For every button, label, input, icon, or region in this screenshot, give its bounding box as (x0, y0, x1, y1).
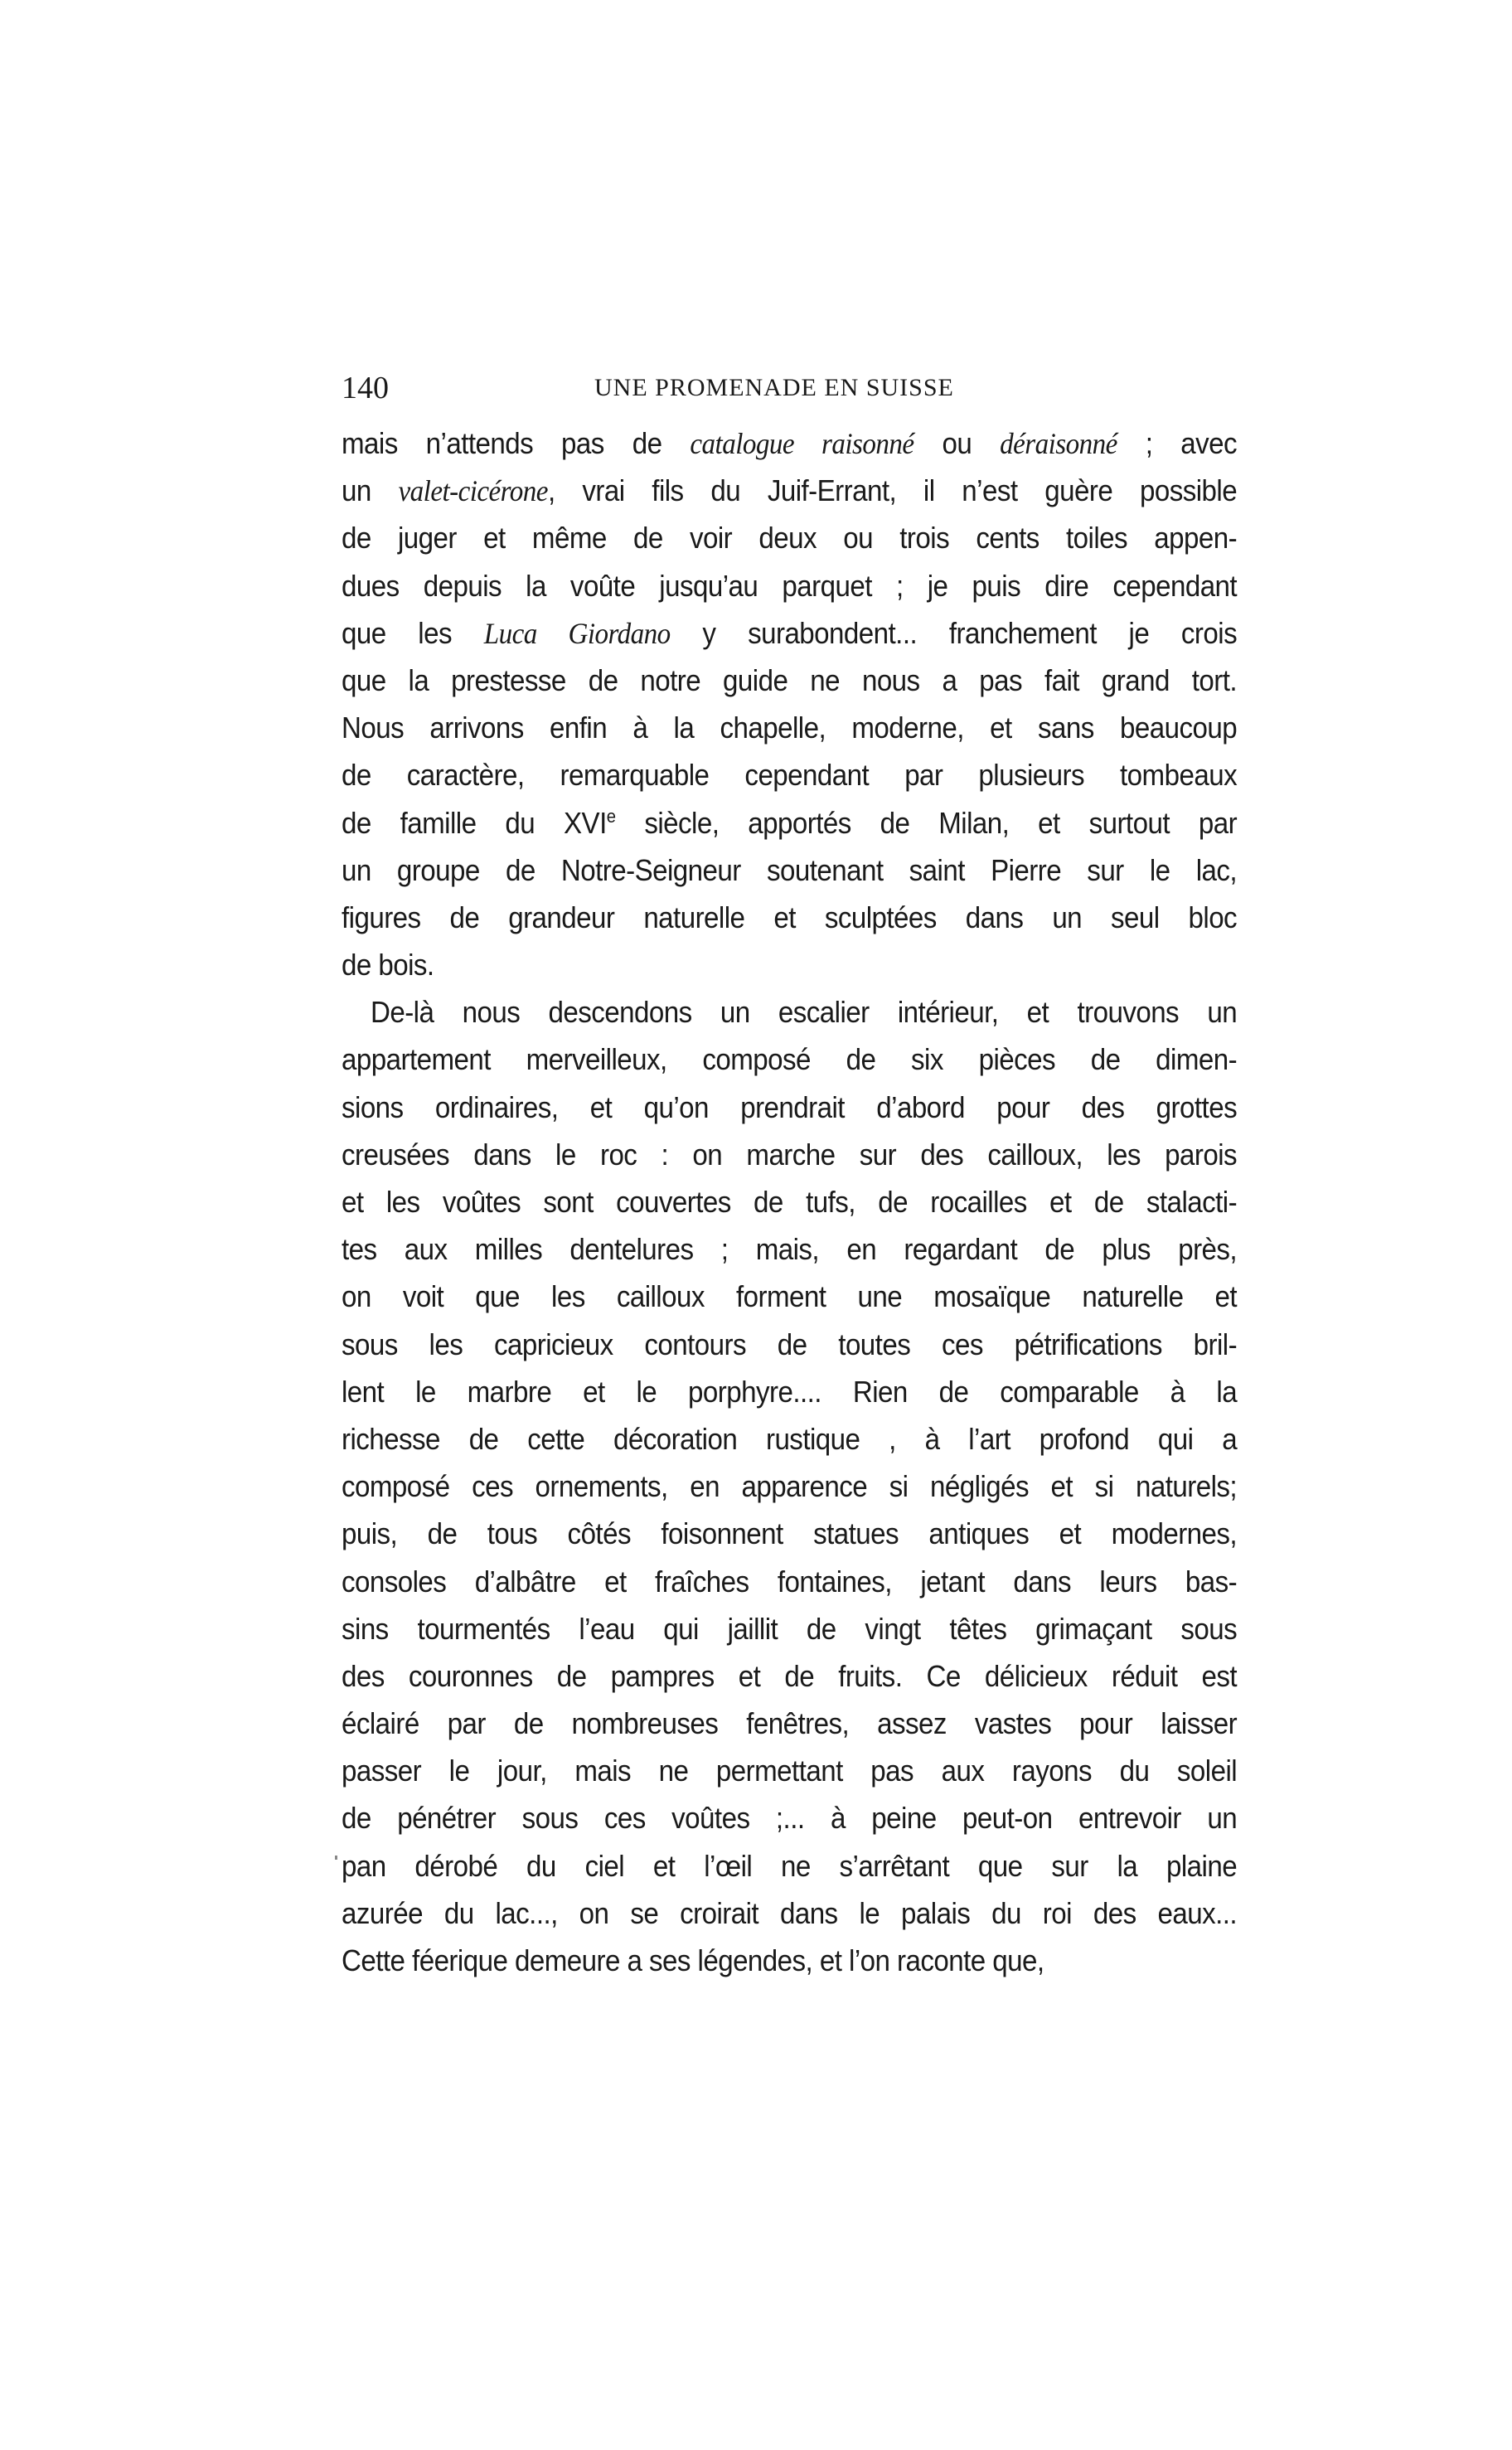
running-title: UNE PROMENADE EN SUISSE (594, 374, 954, 401)
text-run: mais n’attends pas de (342, 426, 691, 460)
text-run: dues depuis la voûte jusqu’au parquet ; je puis dire cependant (342, 568, 1238, 603)
page-number: 140 (342, 371, 389, 405)
text-line (342, 847, 1237, 894)
text-line (342, 657, 1237, 704)
text-run: sous les capricieux contours de toutes ces pétrifications bril- (342, 1327, 1238, 1361)
italic-text: valet-cicérone (398, 474, 548, 508)
text-line (342, 894, 1237, 941)
text-line (342, 1415, 1237, 1463)
text-line (342, 1036, 1237, 1083)
text-run: creusées dans le roc : on marche sur des cailloux, les parois (342, 1137, 1238, 1172)
text-line (342, 1652, 1237, 1700)
page-header (342, 363, 1237, 413)
text-line (342, 1700, 1237, 1747)
text-line (342, 467, 1237, 514)
text-run: puis, de tous côtés foisonnent statues antiques et modernes, (342, 1516, 1238, 1551)
text-run: sins tourmentés l’eau qui jaillit de vingt têtes grimaçant sous (342, 1611, 1238, 1646)
text-run: y surabondent... franchement je crois (670, 615, 1238, 650)
text-run: composé ces ornements, en apparence si négligés et si naturels; (342, 1469, 1238, 1504)
text-run: siècle, apportés de Milan, et surtout par (615, 805, 1238, 840)
text-line (342, 1321, 1237, 1368)
text-line (342, 1558, 1237, 1605)
text-run: Cette féerique demeure a ses légendes, et l’on raconte que, (342, 1943, 1044, 1977)
text-line (342, 609, 1237, 657)
text-line (342, 1368, 1237, 1415)
text-run: lent le marbre et le porphyre.... Rien de comparable à la (342, 1374, 1238, 1409)
text-line (342, 1937, 1237, 1984)
text-line (342, 941, 1237, 988)
text-run: appartement merveilleux, composé de six pièces de dimen- (342, 1042, 1238, 1077)
text-run: Nous arrivons enfin à la chapelle, moderne, et sans beaucoup (342, 711, 1238, 745)
text-line (342, 1225, 1237, 1273)
text-run: de bois. (342, 948, 434, 982)
body-text (342, 420, 1238, 1984)
text-line (342, 1084, 1237, 1131)
text-run: de juger et même de voir deux ou trois cents toiles appen- (342, 521, 1238, 555)
text-line (342, 514, 1237, 561)
text-run: consoles d’albâtre et fraîches fontaines, jetant dans leurs bas- (342, 1564, 1238, 1599)
text-run: sions ordinaires, et qu’on prendrait d’abord pour des grottes (342, 1089, 1238, 1124)
text-line (342, 1890, 1237, 1937)
text-run: des couronnes de pampres et de fruits. Ce délicieux réduit est (342, 1658, 1238, 1693)
text-line (342, 1747, 1237, 1794)
text-run: azurée du lac..., on se croirait dans le palais du roi des eaux... (342, 1895, 1238, 1930)
text-run: un groupe de Notre-Seigneur soutenant saint Pierre sur le lac, (342, 852, 1238, 887)
text-line (342, 1273, 1237, 1320)
text-run: de famille du XVI (342, 805, 607, 840)
italic-text: catalogue raisonné (690, 427, 914, 460)
text-line (342, 1794, 1237, 1841)
text-line (342, 1131, 1237, 1178)
text-line (342, 988, 1237, 1036)
text-run: de pénétrer sous ces voûtes ;... à peine peut-on entrevoir un (342, 1801, 1238, 1836)
text-run: figures de grandeur naturelle et sculptées dans un seul bloc (342, 900, 1238, 934)
text-line (342, 751, 1237, 798)
text-run: passer le jour, mais ne permettant pas aux rayons du soleil (342, 1754, 1238, 1788)
text-run: pan dérobé du ciel et l’œil ne s’arrêtant que sur la plaine (342, 1848, 1238, 1883)
text-run: , vrai fils du Juif-Errant, il n’est guère possible (547, 473, 1238, 508)
text-line (342, 1842, 1237, 1890)
text-line (342, 1463, 1237, 1510)
text-line (342, 562, 1237, 609)
text-run: on voit que les cailloux forment une mosaïque naturelle et (342, 1279, 1238, 1314)
text-run: que les (342, 615, 484, 650)
text-run: ou (914, 426, 1001, 460)
text-run: éclairé par de nombreuses fenêtres, assez vastes pour laisser (342, 1706, 1238, 1741)
text-line (342, 1178, 1237, 1225)
text-line (342, 799, 1237, 847)
text-run: De-là nous descendons un escalier intérieur, et trouvons un (370, 995, 1238, 1030)
italic-text: Luca Giordano (483, 616, 671, 650)
text-run: tes aux milles dentelures ; mais, en regardant de plus près, (342, 1232, 1238, 1267)
text-run: un (342, 473, 399, 508)
text-run: de caractère, remarquable cependant par plusieurs tombeaux (342, 758, 1238, 793)
text-line (342, 704, 1237, 751)
text-run: et les voûtes sont couvertes de tufs, de rocailles et de stalacti- (342, 1185, 1238, 1219)
superscript: e (606, 805, 616, 827)
italic-text: déraisonné (1000, 427, 1117, 460)
margin-speck (335, 1856, 337, 1860)
text-line (342, 1510, 1237, 1557)
text-line (342, 1605, 1237, 1652)
text-run: ; avec (1117, 426, 1238, 460)
text-run: richesse de cette décoration rustique , à l’art profond qui a (342, 1421, 1238, 1456)
text-line (342, 420, 1237, 467)
text-run: que la prestesse de notre guide ne nous a pas fait grand tort. (342, 662, 1238, 697)
